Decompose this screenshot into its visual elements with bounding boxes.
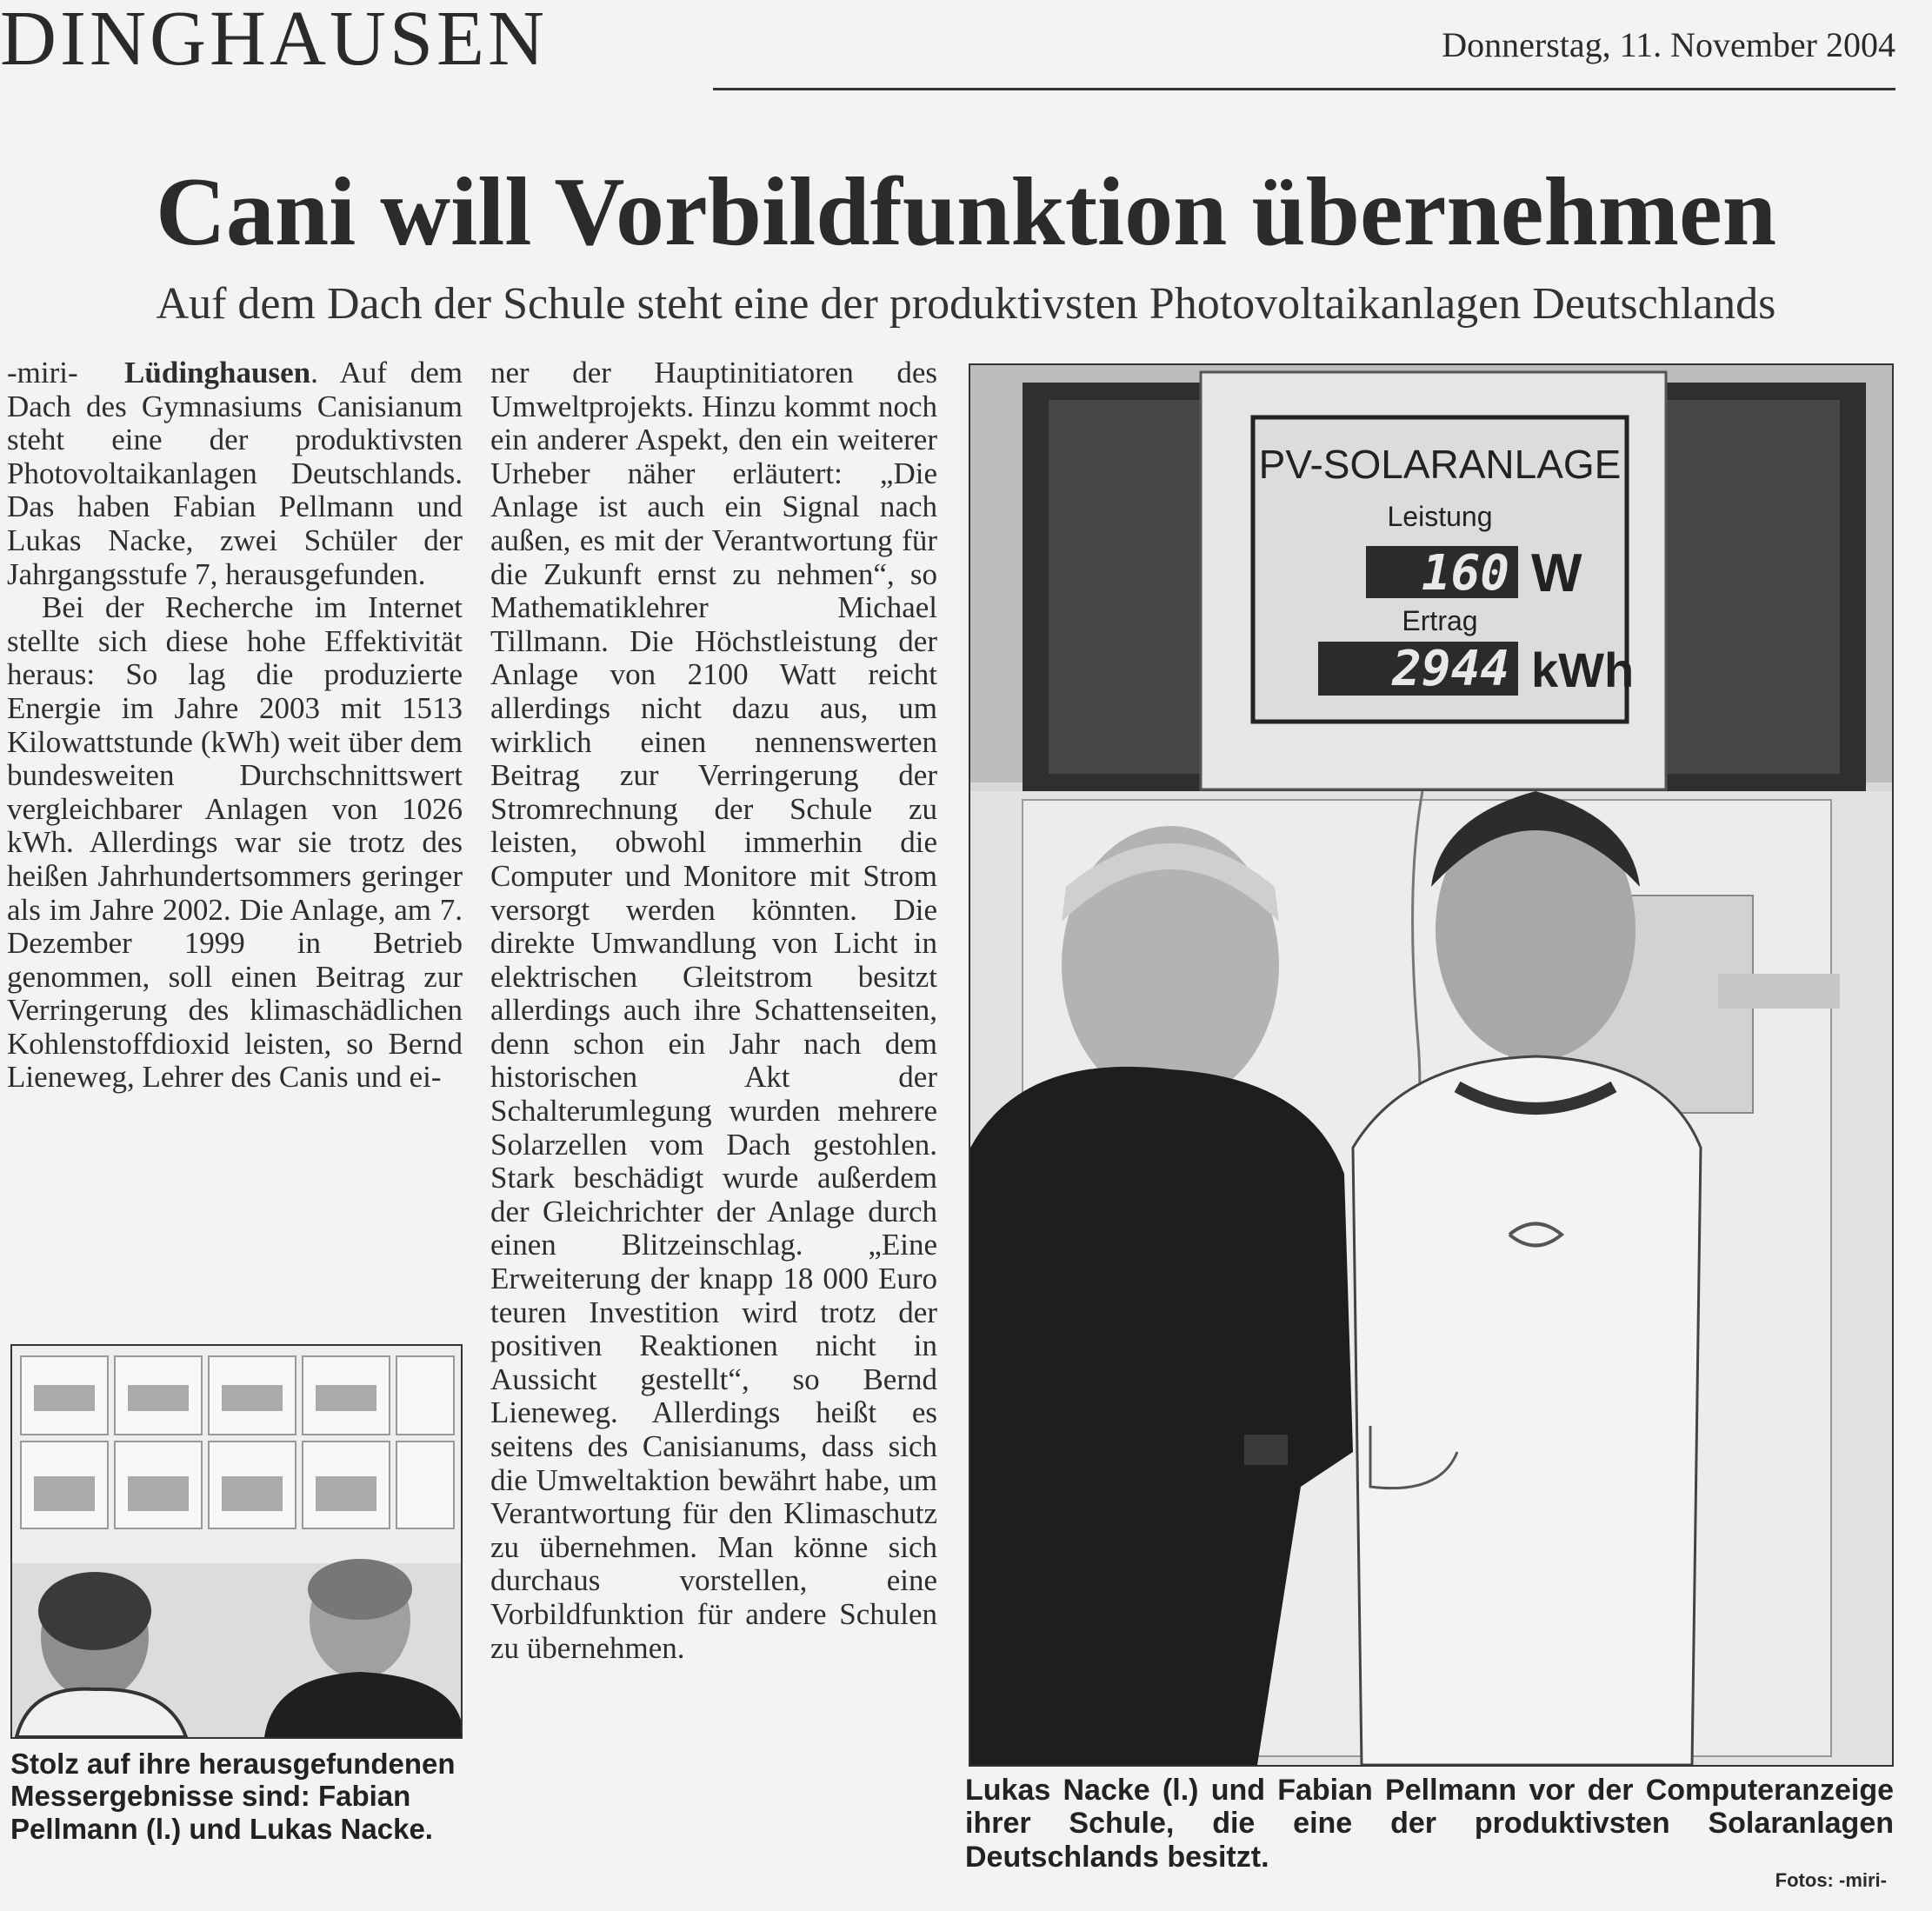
power-label: Leistung [1387,501,1493,532]
yield-display: 2944 [1392,641,1509,697]
panel-title: PV-SOLARANLAGE [1258,442,1622,487]
paragraph-2: Bei der Recherche im Internet stellte sich diese hohe Effektivität heraus: So lag die produzierte Energie im Jahre 2003 mit 1513 Kilowattstunde (kWh) weit über dem bundesweiten Durchschnittswert vergleichbarer Anlagen von 1026 kWh. Allerdings war sie trotz des heißen Jahrhundertsommers geringer als im Jahre 2002. Die Anlage, am 7. Dezember 1999 in Betrieb genommen, soll einen Beitrag zur Verringerung des klimaschädlichen Kohlenstoffdioxid leisten, so Bernd Lieneweg, Lehrer des Canis und ei- [7,590,463,1095]
article-column-2 [490,356,937,1895]
paragraph-3: ner der Hauptinitiatoren des Umweltprojekts. Hinzu kommt noch ein anderer Aspekt, den ein weiterer Urheber näher erläutert: „Die Anlage ist auch ein Signal nach außen, es mit der Verantwortung für die Zukunft ernst zu nehmen“, so Mathematiklehrer Michael Tillmann. Die Höchstleistung der Anlage von 2100 Watt reicht allerdings nicht dazu aus, um wirklich einen nennenswerten Beitrag zur Verringerung der Stromrechnung der Schule zu leisten, obwohl immerhin die Computer und Monitore mit Strom versorgt werden könnten. Die direkte Umwandlung von Licht in elektrischen Gleitstrom besitzt allerdings auch ihre Schattenseiten, denn schon ein Jahr nach dem historischen Akt der Schalterumlegung wurden mehrere Solarzellen vom Dach gestohlen. Stark beschädigt wurde außerdem der Gleichrichter der Anlage durch einen Blitzeinschlag. „Eine Erweiterung der knapp 18 000 Euro teuren Investition wird trotz der positiven Reaktionen nicht in Aussicht gestellt“, so Bernd Lieneweg. Allerdings heißt es seitens des Canisianums, dass sich die Umweltaktion bewährt habe, um Verantwortung für den Klimaschutz zu übernehmen. Man könne sich durchaus vorstellen, eine Vorbildfunktion für andere Schulen zu übernehmen. [490,356,937,1665]
small-photo [10,1344,463,1739]
main-photo-caption: Lukas Nacke (l.) und Fabian Pellmann vor der Computeranzeige ihrer Schule, die eine der produktivsten Solaranlagen Deutschlands besitzt. [965,1774,1894,1874]
yield-unit: kWh [1531,643,1635,697]
main-photo [969,363,1894,1767]
issue-date: Donnerstag, 11. November 2004 [1442,25,1895,64]
byline: -miri- [7,356,78,390]
yield-label: Ertrag [1402,605,1478,636]
header-rule [713,88,1895,90]
main-photo-image [970,365,1892,1765]
article-column-1 [7,356,463,1330]
power-unit: W [1531,543,1582,603]
headline: Cani will Vorbildfunktion übernehmen [155,158,1777,266]
photo-credit: Fotos: -miri- [1775,1869,1887,1891]
dateline: Lüdinghausen [124,356,311,390]
small-photo-image [12,1346,461,1737]
paragraph-1-text: . Auf dem Dach des Gymnasiums Canisianum steht eine der produktivsten Photovoltaikanlagen Deutschlands. Das haben Fabian Pellmann und Lukas Nacke, zwei Schüler der Jahrgangsstufe 7, herausgefunden. [7,356,463,591]
power-display: 160 [1421,545,1509,602]
masthead: DINGHAUSEN [0,0,548,82]
small-photo-caption: Stolz auf ihre herausgefundenen Messergebnisse sind: Fabian Pellmann (l.) und Lukas Nacke. [10,1748,456,1845]
paragraph-1 [7,356,463,591]
subheadline: Auf dem Dach der Schule steht eine der produktivsten Photovoltaikanlagen Deutschlands [156,279,1776,329]
